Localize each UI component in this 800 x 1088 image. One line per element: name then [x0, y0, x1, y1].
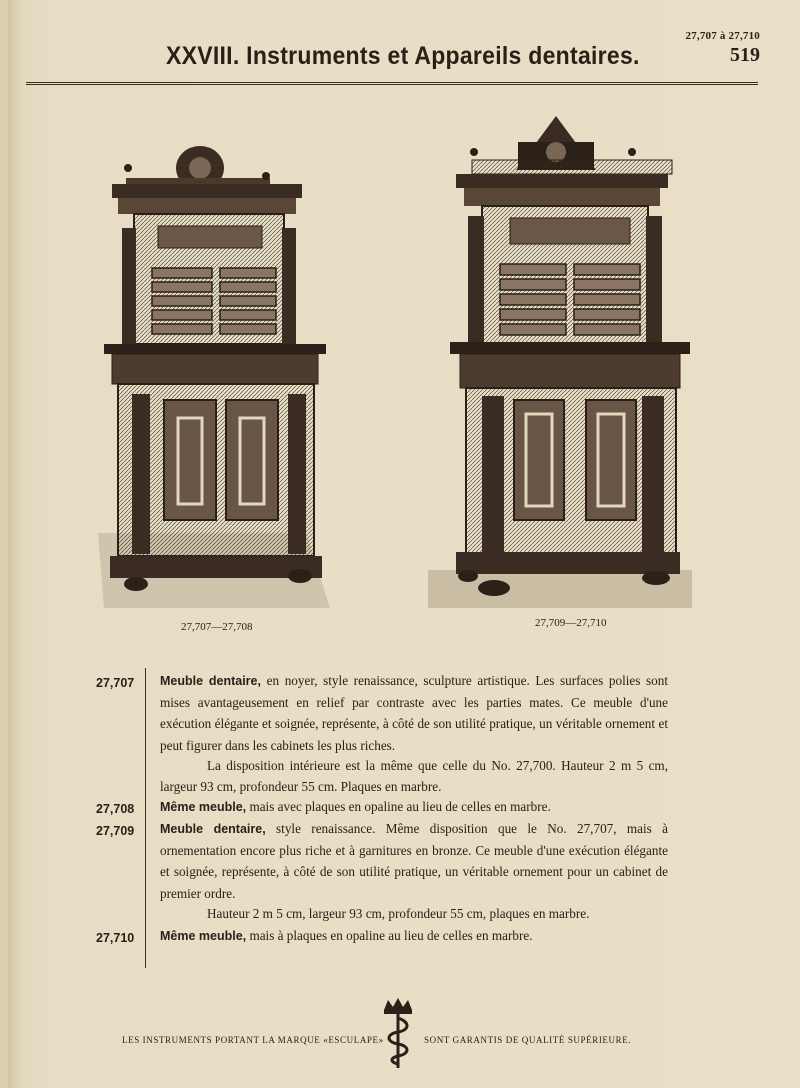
header-rule — [26, 82, 758, 85]
entry-description — [160, 796, 668, 818]
entries-divider — [145, 668, 146, 968]
entry-description — [160, 818, 668, 904]
entry-lead: Meuble dentaire, — [160, 822, 266, 836]
entry-number: 27,708 — [96, 802, 135, 816]
page-number: 519 — [730, 44, 760, 66]
entry-number: 27,710 — [96, 931, 135, 945]
entry-number: 27,709 — [96, 824, 135, 838]
entry-description — [160, 925, 668, 947]
entry-number: 27,707 — [96, 676, 135, 690]
esculape-logo-icon — [380, 998, 416, 1070]
entry-lead: Même meuble, — [160, 800, 247, 814]
entry-text-2: Hauteur 2 m 5 cm, largeur 93 cm, profondeur 55 cm, plaques en marbre. — [207, 906, 590, 921]
entry-text-2: La disposition intérieure est la même que celle du No. 27,700. Hauteur 2 m 5 cm, largeur 93 cm, profondeur 55 cm. Plaques en marbre. — [160, 758, 668, 795]
footer-left: LES INSTRUMENTS PORTANT LA MARQUE «ESCULAPE» — [122, 1035, 384, 1045]
entry-description-2 — [160, 903, 668, 924]
entry-text: mais avec plaques en opaline au lieu de celles en marbre. — [249, 799, 551, 814]
cabinet-illustration-small — [96, 138, 332, 610]
entry-text: style renaissance. Même disposition que le No. 27,707, mais à ornementation encore plus riche et à garnitures en bronze. Ce meuble d'une exécution élégante et soignée, représente, à côté de son utilité pratique, un véritable ornement pour un cabinet de premier ordre. — [160, 821, 669, 901]
entry-lead: Même meuble, — [160, 929, 247, 943]
page-title: XXVIII. Instruments et Appareils dentaires. — [166, 42, 640, 70]
entry-description-2 — [160, 755, 668, 797]
entry-lead: Meuble dentaire, — [160, 674, 261, 688]
entry-text: en noyer, style renaissance, sculpture artistique. Les surfaces polies sont mises avantageusement en relief par contraste avec les parties mates. Ce meuble d'une exécution élégante et soignée, représente, à côté de son utilité pratique, un véritable ornement et peut figurer dans les cabinets les plus riches. — [160, 673, 669, 753]
figure-caption-1: 27,707—27,708 — [181, 621, 253, 633]
entry-text: mais à plaques en opaline au lieu de celles en marbre. — [249, 928, 533, 943]
figure-caption-2: 27,709—27,710 — [535, 617, 607, 629]
cabinet-illustration-large — [428, 112, 694, 608]
entry-description — [160, 670, 668, 756]
footer-right: SONT GARANTIS DE QUALITÉ SUPÉRIEURE. — [424, 1035, 632, 1045]
item-range: 27,707 à 27,710 — [685, 30, 760, 42]
